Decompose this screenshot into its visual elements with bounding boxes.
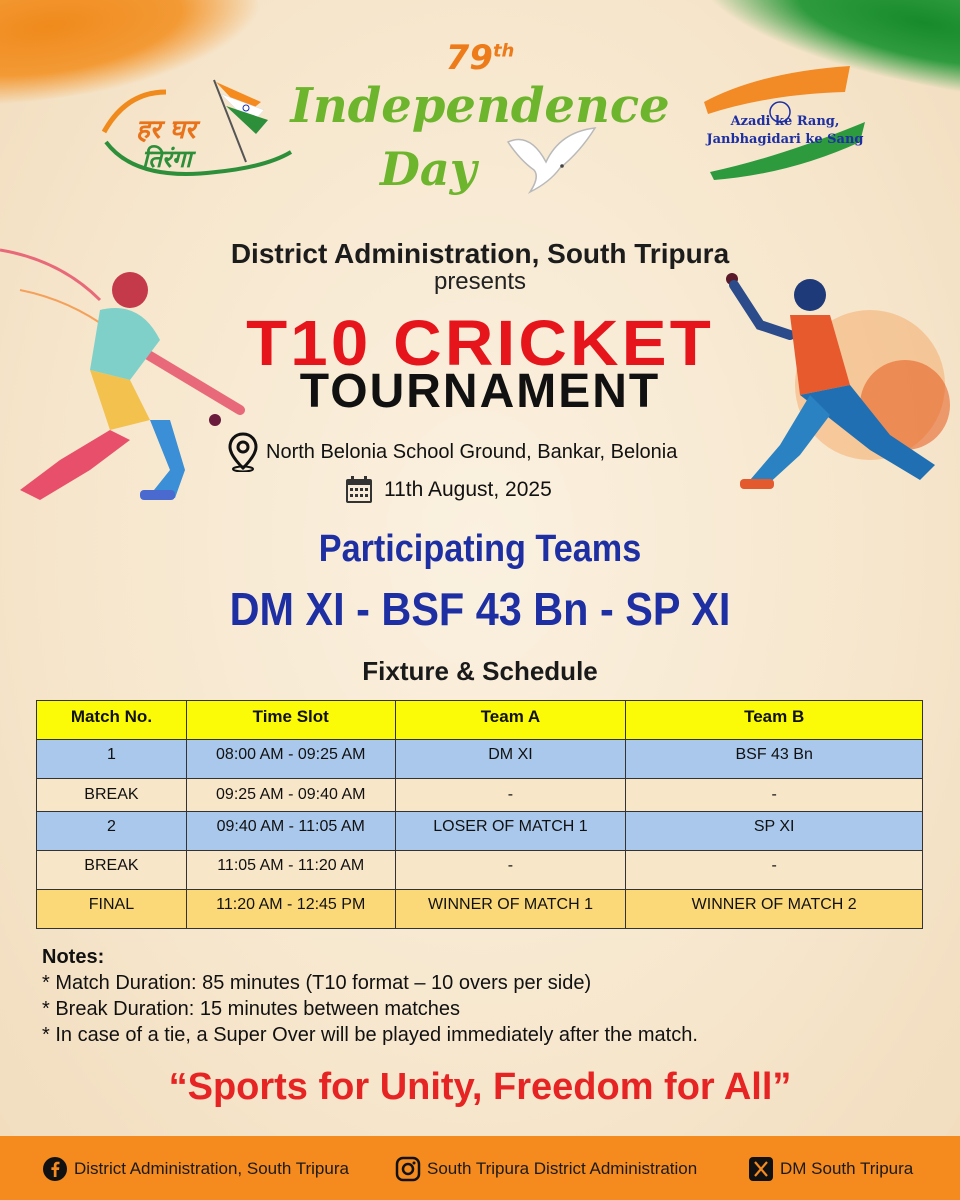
cell-team-a: WINNER OF MATCH 1 [395,890,626,929]
note-item: * In case of a tie, a Super Over will be played immediately after the match. [42,1024,698,1046]
cell-team-a: - [395,851,626,890]
azadi-line2: Janbhagidari ke Sang [706,132,864,147]
x-icon [748,1156,774,1182]
notes-heading: Notes: [42,946,105,968]
facebook-icon [42,1156,68,1182]
participating-teams-list: DM XI - BSF 43 Bn - SP XI [229,583,731,635]
tiranga-text: तिरंगा [142,145,192,173]
cell-match: 1 [37,740,187,779]
venue [228,432,677,472]
day-title: Day [380,142,477,196]
tagline: “Sports for Unity, Freedom for All” [168,1066,792,1108]
instagram-link[interactable] [395,1156,697,1182]
cell-match: BREAK [37,779,187,812]
cell-time: 11:05 AM - 11:20 AM [186,851,395,890]
presents-text: presents [433,268,527,295]
table-row [37,740,923,779]
schedule-header-row [37,701,923,740]
date-text: 11th August, 2025 [384,478,552,501]
footer-bar [0,1136,960,1200]
presenter-text: District Administration, South Tripura [230,238,730,269]
participating-teams-label: Participating Teams [318,528,642,570]
tournament-subtitle: TOURNAMENT [299,365,661,418]
notes-section [42,944,698,1048]
cell-team-b: WINNER OF MATCH 2 [626,890,923,929]
note-item: * Match Duration: 85 minutes (T10 format – 10 overs per side) [42,972,592,994]
table-row [37,890,923,929]
venue-text: North Belonia School Ground, Bankar, Belonia [266,440,678,463]
cell-team-a: LOSER OF MATCH 1 [395,812,626,851]
instagram-icon [395,1156,421,1182]
anniversary-value: 79 [445,38,493,78]
fixture-heading: Fixture & Schedule [362,656,598,686]
schedule-table [36,700,923,929]
table-row [37,851,923,890]
x-label: DM South Tripura [780,1159,914,1178]
cell-team-a: - [395,779,626,812]
event-date [344,475,552,505]
facebook-label: District Administration, South Tripura [74,1159,349,1178]
cell-team-b: SP XI [626,812,923,851]
anniversary-suffix: th [492,40,515,62]
cell-time: 08:00 AM - 09:25 AM [186,740,395,779]
calendar-icon [344,475,374,505]
header-team-b: Team B [626,701,923,740]
har-ghar-text: हर घर [136,115,196,145]
table-row [37,779,923,812]
header-match-no: Match No. [37,701,187,740]
cell-match: 2 [37,812,187,851]
header-time-slot: Time Slot [186,701,395,740]
note-item: * Break Duration: 15 minutes between matches [42,998,460,1020]
dove-icon [500,122,600,200]
anniversary-number [0,38,960,78]
cell-match: BREAK [37,851,187,890]
cell-team-b: - [626,851,923,890]
cell-team-a: DM XI [395,740,626,779]
independence-title: Independence [290,78,670,134]
cell-match: FINAL [37,890,187,929]
instagram-label: South Tripura District Administration [427,1159,698,1178]
cell-time: 09:40 AM - 11:05 AM [186,812,395,851]
cell-team-b: BSF 43 Bn [626,740,923,779]
azadi-line1: Azadi ke Rang, [730,114,840,129]
cell-team-b: - [626,779,923,812]
location-pin-icon [228,432,258,472]
table-row [37,812,923,851]
header-team-a: Team A [395,701,626,740]
tournament-title: T10 CRICKET [246,307,714,379]
facebook-link[interactable] [42,1156,349,1182]
x-link[interactable] [748,1156,913,1182]
cell-time: 11:20 AM - 12:45 PM [186,890,395,929]
cell-time: 09:25 AM - 09:40 AM [186,779,395,812]
